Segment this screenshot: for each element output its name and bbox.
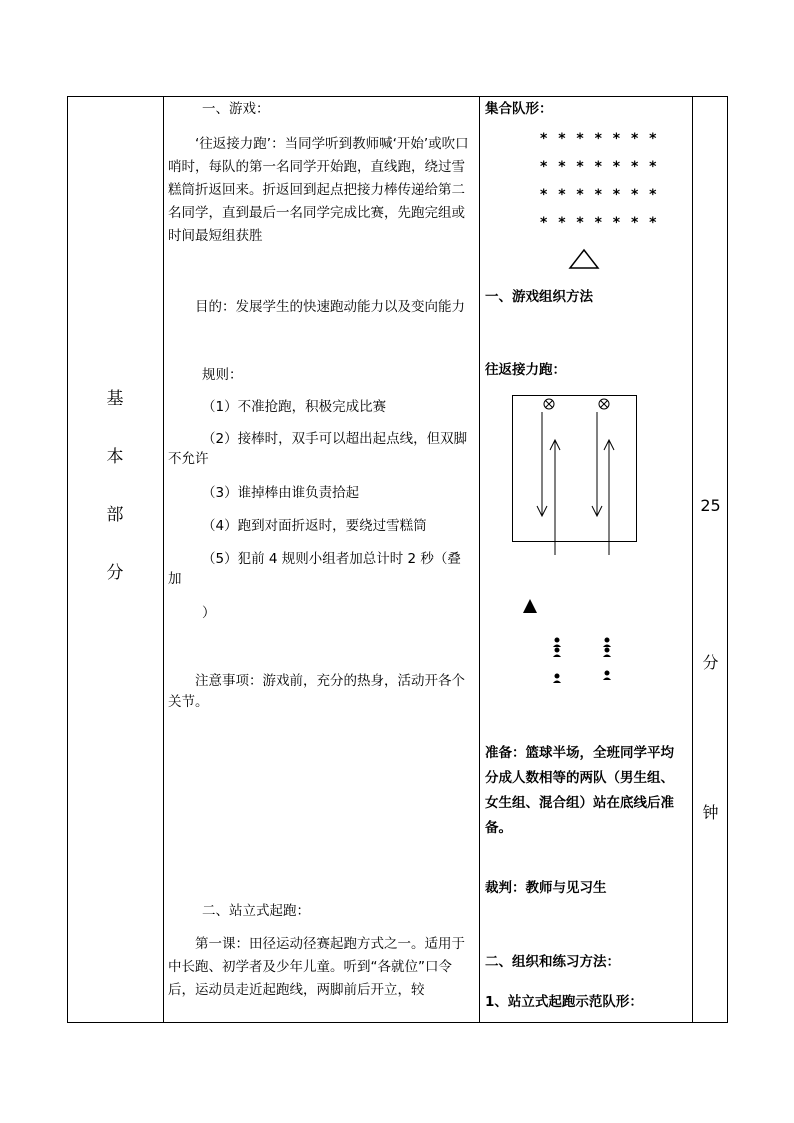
section-char: 分	[106, 563, 124, 583]
purpose-text: 目的：发展学生的快速跑动能力以及变向能力	[195, 299, 465, 315]
rule-item: （1）不准抢跑，积极完成比赛	[202, 399, 387, 415]
time-unit: 钟	[702, 803, 719, 822]
student-icon	[603, 671, 611, 681]
cone-icon	[544, 399, 554, 409]
section-char: 部	[106, 505, 124, 525]
rules-heading: 规则：	[202, 367, 243, 383]
assembly-heading: 集合队形：	[485, 101, 553, 117]
rule-item: ）	[202, 605, 216, 621]
start-heading: 二、站立式起跑：	[202, 903, 310, 919]
start-description: 第一课：田径运动径赛起跑方式之一。适用于中长跑、初学者及少年儿童。听到“各就位”口令后，运动员走近起跑线，两脚前后开立，较	[168, 936, 465, 998]
students-formation	[545, 635, 620, 687]
formation-star-row: * * * * * * *	[540, 187, 660, 203]
section-char: 本	[106, 447, 124, 467]
student-icon	[603, 638, 611, 648]
game-heading: 一、游戏：	[202, 101, 270, 117]
section-char: 基	[106, 389, 124, 409]
relay-diagram	[505, 390, 645, 560]
org-practice-heading: 二、组织和练习方法：	[485, 954, 620, 970]
formation-star-row: * * * * * * *	[540, 131, 660, 147]
rule-item: （5）犯前 4 规则小组者加总计时 2 秒（叠加	[168, 551, 461, 587]
rule-item: （2）接棒时，双手可以超出起点线，但双脚不允许	[168, 431, 468, 467]
time-minutes: 25	[700, 496, 721, 515]
rule-item: （3）谁掉棒由谁负责拾起	[202, 485, 360, 501]
section-label	[67, 370, 163, 602]
game-description: ‘往返接力跑’：当同学听到教师喊‘开始’或吹口哨时，每队的第一名同学开始跑，直线跑，绕过雪糕筒折返回来。折返回到起点把接力棒传递给第二名同学，直到最后一名同学完成比赛，先跑完组或时间最短组获胜	[168, 136, 469, 244]
rule-item: （4）跑到对面折返时，要绕过雪糕筒	[202, 518, 427, 534]
student-icon	[553, 638, 561, 648]
content-column	[168, 97, 474, 1002]
referee-text: 裁判：教师与见习生	[485, 880, 607, 896]
cone-icon	[599, 399, 609, 409]
formation-star-row: * * * * * * *	[540, 215, 660, 231]
student-icon	[553, 674, 561, 684]
organization-column	[485, 97, 687, 119]
teacher-filled-triangle-icon	[520, 597, 540, 615]
time-unit: 分	[702, 653, 719, 672]
teacher-triangle-icon	[568, 248, 600, 270]
game-org-heading: 一、游戏组织方法	[485, 289, 593, 305]
student-icon	[553, 648, 561, 658]
formation-star-row: * * * * * * *	[540, 159, 660, 175]
prep-text: 准备：篮球半场，全班同学平均分成人数相等的两队（男生组、女生组、混合组）站在底线后准备。	[485, 745, 674, 836]
demo-heading: 1、站立式起跑示范队形：	[485, 994, 643, 1010]
relay-heading: 往返接力跑：	[485, 362, 566, 378]
notes-text: 注意事项：游戏前，充分的热身，活动开各个关节。	[168, 673, 465, 710]
student-icon	[603, 648, 611, 658]
